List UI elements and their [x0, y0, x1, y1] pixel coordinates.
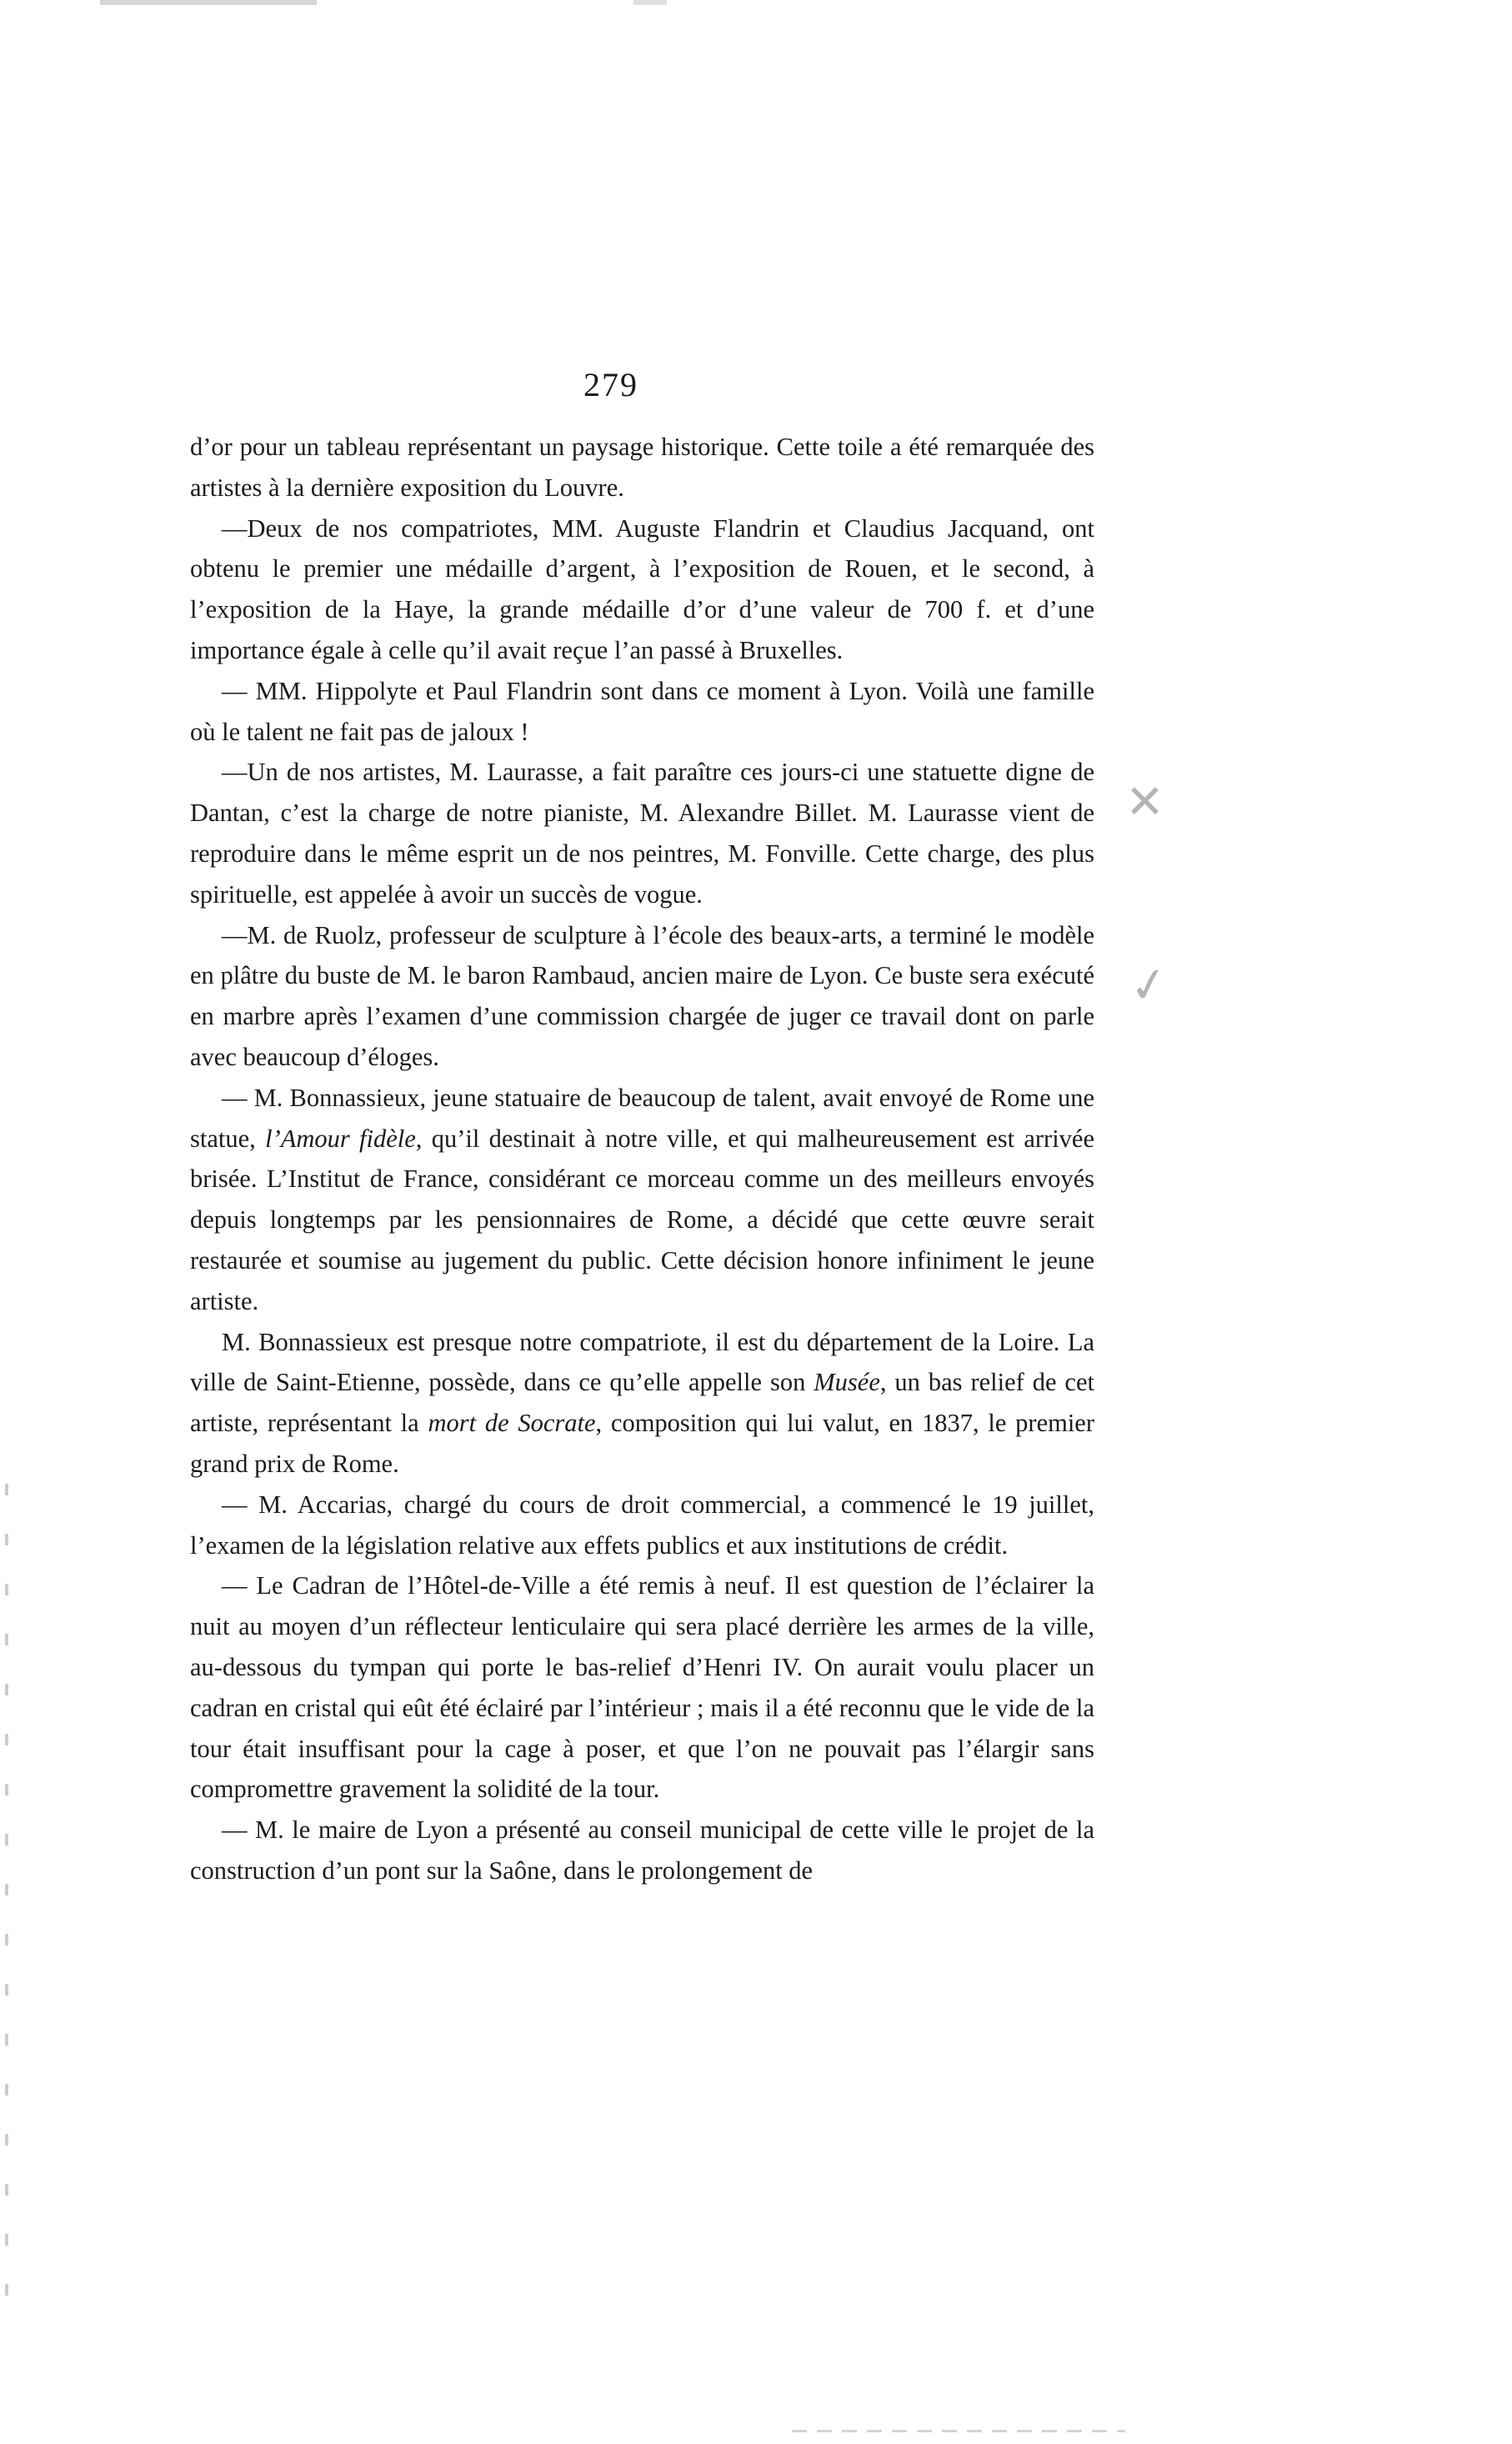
paragraph-text: — M. Bonnassieux, jeune statuaire de beaucoup de talent, avait envoyé de Rome une statue, — [190, 1083, 1094, 1153]
scan-artifact-top — [0, 0, 1512, 5]
paragraph: — M. Accarias, chargé du cours de droit commercial, a commencé le 19 juillet, l’examen de la législation relative aux effets publics et aux institutions de crédit. — [190, 1490, 1094, 1560]
margin-check-mark-icon: ✓ — [1124, 955, 1174, 1016]
paragraph-text: , qu’il destinait à notre ville, et qui malheureusement est arrivée brisée. L’Institut de France, considérant ce morceau comme un des meilleurs envoyés depuis longtemps par les pensionnaires de Rome, a décidé que cette œuvre serait restaurée et soumise au jugement du public. Cette décision honore infiniment le jeune artiste. — [190, 1124, 1094, 1315]
paragraph-text: , un bas relief de cet artiste, représentant la — [190, 1368, 1094, 1438]
paragraph: — MM. Hippolyte et Paul Flandrin sont dans ce moment à Lyon. Voilà une famille où le talent ne fait pas de jaloux ! — [190, 676, 1094, 746]
italic-title: l’Amour fidèle — [265, 1124, 416, 1153]
paragraph: —Deux de nos compatriotes, MM. Auguste Flandrin et Claudius Jacquand, ont obtenu le premier une médaille d’argent, à l’exposition de Rouen, et le second, à l’exposition de la Haye, la grande médaille d’or d’une valeur de 700 f. et d’une importance égale à celle qu’il avait reçue l’an passé à Bruxelles. — [190, 513, 1094, 664]
paragraph-text: M. Bonnassieux est presque notre compatriote, il est du département de la Loire. La ville de Saint-Etienne, possède, dans ce qu’elle appelle son — [190, 1327, 1094, 1397]
italic-title: mort de Socrate — [428, 1409, 596, 1438]
margin-x-mark-icon: ✕ — [1125, 775, 1164, 829]
body-text — [190, 427, 1094, 1891]
paragraph: — Le Cadran de l’Hôtel-de-Ville a été remis à neuf. Il est question de l’éclairer la nuit au moyen d’un réflecteur lenticulaire qui sera placé derrière les armes de la ville, au-dessous du tympan qui porte le bas-relief d’Henri IV. On aurait voulu placer un cadran en cristal qui eût été éclairé par l’intérieur ; mais il a été reconnu que le vide de la tour était insuffisant pour la cage à poser, et que l’on ne pouvait pas l’élargir sans compromettre gravement la solidité de la tour. — [190, 1571, 1094, 1804]
paragraph — [190, 1078, 1094, 1322]
paragraph: —Un de nos artistes, M. Laurasse, a fait paraître ces jours-ci une statuette digne de Dantan, c’est la charge de notre pianiste, M. Alexandre Billet. M. Laurasse vient de reproduire dans le même esprit un de nos peintres, M. Fonville. Cette charge, des plus spirituelle, est appelée à avoir un succès de vogue. — [190, 758, 1094, 909]
paragraph: — M. le maire de Lyon a présenté au conseil municipal de cette ville le projet de la construction d’un pont sur la Saône, dans le prolongement de — [190, 1815, 1094, 1885]
paragraph: —M. de Ruolz, professeur de sculpture à l’école des beaux-arts, a terminé le modèle en plâtre du buste de M. le baron Rambaud, ancien maire de Lyon. Ce buste sera exécuté en marbre après l’examen d’une commission chargée de juger ce travail dont on parle avec beaucoup d’éloges. — [190, 920, 1094, 1071]
paragraph: d’or pour un tableau représentant un paysage historique. Cette toile a été remarquée des artistes à la dernière exposition du Louvre. — [190, 433, 1094, 502]
scan-artifact-bottom — [792, 2430, 1125, 2432]
paragraph — [190, 1322, 1094, 1485]
italic-title: Musée — [814, 1368, 880, 1397]
paragraph-text: , composition qui lui valut, en 1837, le premier grand prix de Rome. — [190, 1409, 1094, 1478]
page-number: 279 — [583, 366, 638, 403]
scan-edge-artifact — [5, 1484, 8, 2317]
